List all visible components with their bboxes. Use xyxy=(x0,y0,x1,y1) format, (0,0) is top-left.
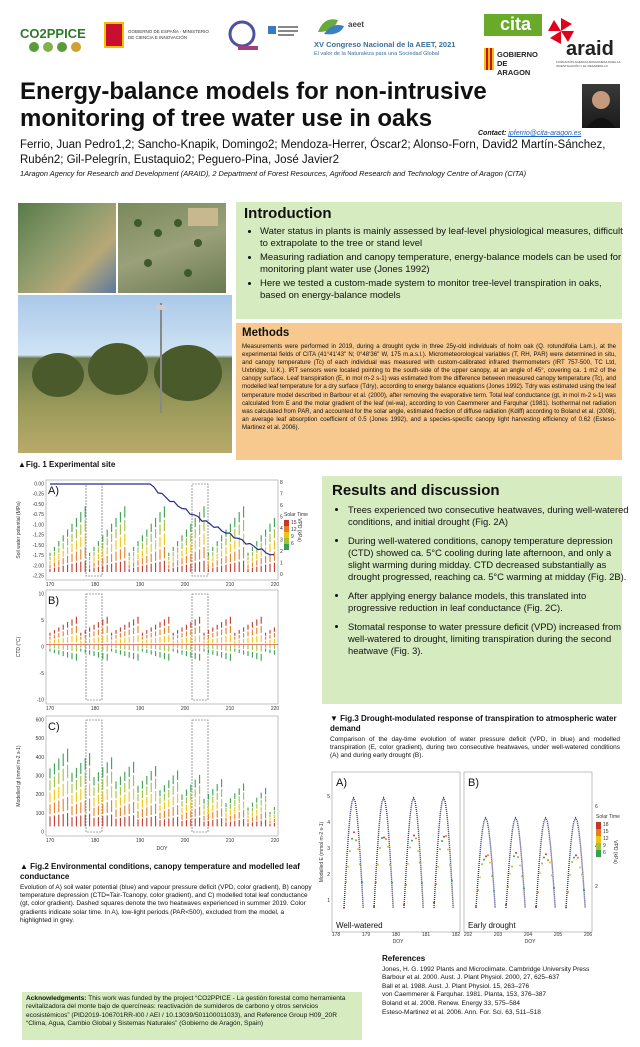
fig3-legend-swatch xyxy=(596,836,601,843)
results-panel xyxy=(322,476,629,704)
aerial-photo-site xyxy=(118,203,226,293)
fig2-x-tick: 190 xyxy=(135,582,145,588)
acknowledgments-text: This work was funded by the project “CO2PPICE - La gestión forestal como herramienta revitalizadora del monte bajo de quercíneas: reactivación de sumideros de carbono y otros servicios ecosistémicos” (PID2019-106701RR-I00 / AEI / 10.13039/501100011033), and Reference Group H09_20R “Clima, Agua, Cambio Global y Sistemas Naturales” (Gobierno de Aragón, Spain) xyxy=(26,995,346,1028)
fig3-point xyxy=(449,864,451,866)
introduction-bullet: • Water status in plants is mainly assessed by leaf-level physiological measures, difficult to extrapolate to the tree or stand level xyxy=(260,226,624,250)
fig3-x-tick: 180 xyxy=(391,932,401,938)
fig3-point xyxy=(407,863,409,865)
fig3-point xyxy=(355,839,357,841)
fig3-point xyxy=(483,859,485,861)
fig3-x-tick: 202 xyxy=(463,932,473,938)
methods-panel xyxy=(236,323,622,460)
fig3-point xyxy=(345,881,347,883)
fig3-point xyxy=(565,906,567,908)
fig3-point xyxy=(547,859,549,861)
fig2-y2-tick: 6 xyxy=(280,503,283,509)
introduction-bullet: • Measuring radiation and canopy temperature, energy-balance models can be used for monitoring plant water use (Jones 1992) xyxy=(260,252,624,276)
fig3-legend-swatch xyxy=(596,850,601,857)
fig2-x-tick: 220 xyxy=(270,582,280,588)
fig3-point xyxy=(439,848,441,850)
fig3-point xyxy=(481,863,483,865)
fig3-point xyxy=(343,907,345,909)
araid-logo xyxy=(544,18,630,70)
reference-item: Barbour et al. 2000. Aust. J. Plant Physiol. 2000, 27, 625–637 xyxy=(382,974,560,982)
fig3-point xyxy=(413,835,415,837)
fig3-panel-b-label: B) xyxy=(468,777,479,789)
fig2-y2-tick: 4 xyxy=(280,526,283,532)
fig2-caption-title: ▲ Fig.2 Environmental conditions, canopy temperature and modelled leaf conductance xyxy=(20,862,300,881)
fig2-x-tick: 210 xyxy=(225,582,235,588)
fig2-x-tick: 220 xyxy=(270,838,280,844)
cita-logo-text: cita xyxy=(500,14,532,34)
fig3-point xyxy=(485,855,487,857)
fig2-chart xyxy=(12,472,312,854)
fig2-y-tick: -1.25 xyxy=(32,532,44,539)
fig3-point xyxy=(535,906,537,908)
fig3-xlabel-b: DOY xyxy=(524,939,536,944)
fig3-point xyxy=(357,848,359,850)
fig2-legend-swatch xyxy=(284,538,289,544)
fig3-legend-tick: 12 xyxy=(603,836,609,842)
fig2-y-tick: 0 xyxy=(41,644,44,651)
fig3-point xyxy=(375,881,377,883)
ministerio-logo xyxy=(104,18,219,52)
fig2-x-tick: 200 xyxy=(180,582,190,588)
fig3-point xyxy=(361,881,363,883)
reference-item: Esteso-Martinez et al. 2006. Ann. For. Sci. 63, 511–518 xyxy=(382,1008,541,1016)
fig2-y-tick: 10 xyxy=(38,591,44,598)
fig3-xlabel-a: DOY xyxy=(392,939,404,944)
results-bullet: • Stomatal response to water pressure deficit (VPD) increased from well-watered to drought, limiting transpiration during the second heatwave (Fig. 3). xyxy=(348,621,630,657)
fig3-point xyxy=(385,838,387,840)
fig3b-plot-area xyxy=(464,772,592,932)
fig2-panel-c-label: C) xyxy=(48,721,60,733)
fig3-point xyxy=(417,850,419,852)
fig3-point xyxy=(419,862,421,864)
fig3-point xyxy=(349,850,351,852)
fig2-y2-tick: 8 xyxy=(280,480,283,486)
fig1-caption: ▲Fig. 1 Experimental site xyxy=(18,460,116,469)
fig3-x-tick: 203 xyxy=(493,932,503,938)
fig3-point xyxy=(447,849,449,851)
methods-heading: Methods xyxy=(242,327,290,339)
aeet-congress-title: XV Congreso Nacional de la AEET, 2021 xyxy=(314,40,456,49)
fig3-caption xyxy=(330,714,620,761)
fig2-ylabel-a: Soil water potential (MPa) xyxy=(16,501,22,559)
fig2-ylabel-c: Modelled gt (mmol m-2 s-1) xyxy=(16,745,22,807)
fig2-y-tick: -0.75 xyxy=(32,512,44,519)
contact-email-link[interactable]: jpferrio@cita-aragon.es xyxy=(508,130,582,137)
fig2-ylabel-b: CTD (°C) xyxy=(16,636,22,658)
fig3-point xyxy=(433,902,435,904)
fig3-point xyxy=(579,867,581,869)
fig2-x-tick: 210 xyxy=(225,838,235,844)
fig2-legend-title: Solar Time xyxy=(284,512,308,518)
fig2-x-tick: 190 xyxy=(135,838,145,844)
author-photo xyxy=(582,84,620,128)
fig3-point xyxy=(521,875,523,877)
fig3-legend-title: Solar Time xyxy=(596,814,620,820)
fig3-point xyxy=(581,874,583,876)
fig3-point xyxy=(391,882,393,884)
fig2-x-tick: 200 xyxy=(180,838,190,844)
araid-logo-text: araid xyxy=(566,38,614,60)
fig2-legend-swatch xyxy=(284,526,289,532)
introduction-heading: Introduction xyxy=(244,205,332,222)
affiliations: 1Aragon Agency for Research and Development (ARAID), 2 Department of Forest Resources, Agrifood Research and Technology Centre of Aragon (CITA) xyxy=(20,169,527,178)
fig2-caption xyxy=(20,862,316,925)
aeet-congress-subtitle: El valor de la Naturaleza para una Sociedad Global xyxy=(314,51,440,57)
fig2-x-tick: 170 xyxy=(45,838,55,844)
fig3-point xyxy=(489,862,491,864)
fig3-point xyxy=(551,874,553,876)
fig3-point xyxy=(519,864,521,866)
fig2-y-tick: 100 xyxy=(35,810,44,817)
fig3-point xyxy=(573,857,575,859)
fig3-legend-tick: 15 xyxy=(603,829,609,835)
fig3-point xyxy=(347,866,349,868)
fig3-point xyxy=(477,889,479,891)
fig2-legend-tick: 6 xyxy=(291,541,294,547)
references-section xyxy=(382,955,622,1017)
acknowledgments-label: Acknowledgments: xyxy=(26,995,87,1002)
fig3-point xyxy=(515,852,517,854)
fig3-point xyxy=(383,836,385,838)
fig2-y-tick: 600 xyxy=(35,717,44,724)
fig3-x-tick: 181 xyxy=(421,932,431,938)
fig3-point xyxy=(571,861,573,863)
fig3-ylabel: Modelled E (mmol m-2 s-1) xyxy=(319,821,325,883)
results-bullet: • Trees experienced two consecutive heatwaves, during well-watered conditions, and initial drought (Fig. 2A) xyxy=(348,504,630,528)
fig2-y-tick: -0.50 xyxy=(32,501,44,508)
fig2-y-tick: 400 xyxy=(35,754,44,761)
fig3-point xyxy=(353,831,355,833)
fig2-xlabel: DOY xyxy=(156,846,168,852)
fig3-point xyxy=(359,863,361,865)
author-list: Ferrio, Juan Pedro1,2; Sancho-Knapik, Domingo2; Mendoza-Herrer, Óscar2; Alonso-Forn, David2 Martín-Sánchez, Rubén2; Gil-Pelegrín, Eustaquio2; Peguero-Pina, José Javier2 xyxy=(20,139,606,166)
fig3-legend-swatch xyxy=(596,843,601,850)
introduction-bullet: • Here we tested a custom-made system to monitor tree-level transpiration in oaks, based on energy-balance models xyxy=(260,278,624,302)
clima-logo xyxy=(266,22,302,50)
fig2-y2-tick: 5 xyxy=(280,514,283,521)
fig2-y2-tick: 2 xyxy=(280,549,283,555)
fig2-legend-tick: 12 xyxy=(291,527,297,533)
results-list xyxy=(334,504,630,659)
fig2-caption-text: Evolution of A) soil water potential (blue) and vapour pressure deficit (VPD, color gradient), B) canopy temperature depression (CTD=Tair-Tcanopy, color gradient), and C) modelled total leaf conductance (gt, color gradient). Dashed squares denote the two heatwaves experienced in summer 2019. Color gradients indicate solar time. In A), low-light periods (PAR<500), excluded from the model, a highlighted in grey. xyxy=(20,884,312,924)
poster-title: Energy-balance models for non-intrusive monitoring of tree water use in oaks xyxy=(20,78,487,132)
acknowledgments-panel xyxy=(22,992,362,1040)
fig3-ylabel2: VPD (kPa) xyxy=(612,840,618,864)
fig2-x-tick: 220 xyxy=(270,706,280,712)
fig3-point xyxy=(411,840,413,842)
results-bullet: • After applying energy balance models, this translated into progressive reduction in leaf conductance (Fig. 2C). xyxy=(348,590,630,614)
fig2-y2-tick: 1 xyxy=(280,560,283,567)
fig3-x-tick: 179 xyxy=(361,932,371,938)
reference-item: von Caemmerer & Farquhar. 1981. Planta, 153, 376–387 xyxy=(382,991,547,999)
fig2-legend-swatch xyxy=(284,544,289,550)
fig3-point xyxy=(437,866,439,868)
fig3-y-tick: 2 xyxy=(327,872,330,878)
fig3-point xyxy=(583,889,585,891)
ministerio-logo-text: GOBIERNO DE ESPAÑA · MINISTERIO DE CIENCIA E INNOVACIÓN xyxy=(128,29,209,40)
fig2-x-tick: 180 xyxy=(90,706,100,712)
fig3-point xyxy=(421,882,423,884)
coppice-logo xyxy=(18,14,96,54)
fig3-y-tick: 4 xyxy=(327,820,330,826)
fig2-y-tick: -5 xyxy=(39,671,44,677)
introduction-panel xyxy=(236,202,622,319)
fig3-point xyxy=(379,847,381,849)
fig2-y-tick: 300 xyxy=(35,773,44,780)
fig3-point xyxy=(523,888,525,890)
fig3-point xyxy=(387,846,389,848)
aeet-small-label: aeet xyxy=(348,20,365,29)
fig3-legend-swatch xyxy=(596,829,601,836)
fig3-point xyxy=(537,891,539,893)
fig2-x-tick: 180 xyxy=(90,582,100,588)
fig3-x-tick: 182 xyxy=(451,932,461,938)
reference-item: Ball et al. 1988. Aust. J. Plant Physiol. 15, 263–276 xyxy=(382,982,530,990)
fig3-point xyxy=(479,876,481,878)
fig3-point xyxy=(541,862,543,864)
fig2-y-tick: 0.00 xyxy=(34,481,44,488)
fig2-x-tick: 200 xyxy=(180,706,190,712)
fig2-y2-tick: 3 xyxy=(280,537,283,544)
fig2-legend-tick: 9 xyxy=(291,534,294,540)
fig3-point xyxy=(517,856,519,858)
fig3-caption-text: Comparison of the day-time evolution of water pressure deficit (VPD, in blue) and modelled transpiration (E, color gradient), during two consecutive heatwaves, under well-watered conditions (A) and during early drought (B). xyxy=(330,736,620,760)
spain-crest-icon xyxy=(104,22,124,48)
fig3-caption-title: ▼ Fig.3 Drought-modulated response of transpiration to atmospheric water demand xyxy=(330,714,617,733)
fig2-x-tick: 180 xyxy=(90,838,100,844)
fig3-point xyxy=(475,905,477,907)
fig3-point xyxy=(451,880,453,882)
fig2-y-tick: -0.25 xyxy=(32,491,44,498)
fig2-x-tick: 170 xyxy=(45,706,55,712)
fig3-point xyxy=(487,854,489,856)
fig3-y2-tick: 6 xyxy=(595,804,598,810)
agencia-logo xyxy=(228,20,262,52)
fig2-y-tick: -2.00 xyxy=(32,563,44,570)
methods-text: Measurements were performed in 2019, during a drought cycle in three 25y-old individuals of holm oak (Q. rotundifolia Lam.), at the experimental fields of CITA (41°41'43" N; 0°48'36" W, 175 m.a.s.l.). Micrometeorological variables (T, RH, PAR) were determined in situ, and canopy temperature (Tc) of each individual was measured with custom-calibrated infrared thermometers (IRT 757-500, TC Ltd, Uxbridge, U.K.). IRT sensors were located pointing to the south-side of the upper canopy, at an angle of 45°, covering ca. 1 m2 of the canopy surface. Leaf transpiration (E, in mol m-2 s-1) was estimated from the difference between measured canopy temperature (Tc), and modelled leaf temperature for a dry surface (Tdry), according to energy balance equations (Jones 1992). Tdry was estimated using the leaf temperature model described in Barbour et al. (2000), after removing the evaporative term. Total leaf conductance (gt, in mol m-2 s-1) was calculated from E and the molar gradient of the leaf (wi-wa), according to von Caemmerer and Farquhar (1981). Isothermal net radiation was calculated from PAR, and accounted for the solar angle, estimated fraction of diffuse radiation (Kdiff) according to Boland et al. (2008), an average leaf absorption coefficient of 0.5 (Jones 1992), and a species-specific canopy light harvesting efficiency of 0.62 (Esteso-Martinez et al. 2006). xyxy=(242,343,616,431)
fig3-y-tick: 1 xyxy=(327,898,330,904)
fig3-point xyxy=(553,887,555,889)
fig3-point xyxy=(373,906,375,908)
fig2-y-tick: 0 xyxy=(41,829,44,836)
fig3-x-tick: 206 xyxy=(583,932,593,938)
fig3-legend-tick: 18 xyxy=(603,822,609,828)
fig2-y-tick: -1.75 xyxy=(32,553,44,560)
results-heading: Results and discussion xyxy=(332,482,500,499)
fig3-point xyxy=(351,838,353,840)
fig2-y-tick: -10 xyxy=(36,697,44,704)
fig3-point xyxy=(539,872,541,874)
fig3-x-tick: 178 xyxy=(331,932,341,938)
fig3-point xyxy=(409,847,411,849)
araid-logo-subtitle: FUNDACIÓN AGENCIA ARAGONESA PARA LA INVESTIGACIÓN Y EL DESARROLLO xyxy=(556,60,621,68)
references-heading: References xyxy=(382,954,426,963)
fig3-chart xyxy=(318,768,626,944)
fig3-point xyxy=(545,853,547,855)
fig3-point xyxy=(509,873,511,875)
aragon-crest-icon xyxy=(484,48,494,70)
fig3-point xyxy=(575,854,577,856)
fig2-legend-swatch xyxy=(284,520,289,526)
fig2-legend-tick: 15 xyxy=(291,520,297,526)
fig3-point xyxy=(505,904,507,906)
reference-item: Jones, H. G. 1992 Plants and Microclimate. Cambridge University Press xyxy=(382,965,590,973)
fig2-x-tick: 210 xyxy=(225,706,235,712)
fig3-point xyxy=(549,862,551,864)
fig2-ylabel-a2: VPD (kPa) xyxy=(296,518,302,542)
fig3-point xyxy=(405,884,407,886)
fig3-panel-a-label: A) xyxy=(336,777,347,789)
fig3-point xyxy=(381,837,383,839)
fig3-point xyxy=(543,856,545,858)
fig3-point xyxy=(511,866,513,868)
map-photo-spain xyxy=(18,203,116,293)
fig3-legend-swatch xyxy=(596,822,601,829)
fig2-y-tick: 500 xyxy=(35,736,44,743)
fig3-point xyxy=(493,890,495,892)
reference-item: Boland et al. 2008. Renew. Energy 33, 575–584 xyxy=(382,999,521,1007)
field-photo-oaks xyxy=(18,295,232,453)
fig3-label-early-drought: Early drought xyxy=(468,921,516,930)
fig3-point xyxy=(403,904,405,906)
fig2-y-tick: -1.50 xyxy=(32,542,44,549)
fig3-point xyxy=(377,864,379,866)
fig3-y-tick: 3 xyxy=(327,846,330,852)
aeet-logo xyxy=(314,14,474,60)
fig2-legend-swatch xyxy=(284,532,289,538)
fig3-x-tick: 205 xyxy=(553,932,563,938)
fig3-point xyxy=(507,886,509,888)
fig2-panel-b-label: B) xyxy=(48,595,59,607)
fig3-y2-tick: 2 xyxy=(595,884,598,890)
fig2-y-tick: 5 xyxy=(41,618,44,624)
fig3-point xyxy=(443,836,445,838)
fig2-x-tick: 170 xyxy=(45,582,55,588)
fig2-y-tick: -2.25 xyxy=(32,573,44,580)
fig3a-plot-area xyxy=(332,772,460,932)
fig2-y-tick: 200 xyxy=(35,792,44,799)
fig3-legend-tick: 6 xyxy=(603,850,606,856)
fig3-point xyxy=(491,875,493,877)
introduction-list xyxy=(246,226,624,304)
fig3-point xyxy=(567,891,569,893)
contact-label: Contact: xyxy=(478,130,507,137)
coppice-logo-text: CO2PPICE xyxy=(20,26,86,41)
fig2-panel-a-label: A) xyxy=(48,485,59,497)
fig2-y2-tick: 7 xyxy=(280,491,283,498)
fig3-point xyxy=(389,864,391,866)
fig3-point xyxy=(435,883,437,885)
fig2-y2-tick: 0 xyxy=(280,572,283,578)
fig3-point xyxy=(513,855,515,857)
fig2-y-tick: -1.00 xyxy=(32,522,44,529)
fig3-x-tick: 204 xyxy=(523,932,533,938)
gobierno-aragon-logo xyxy=(484,48,540,77)
cita-logo xyxy=(484,14,542,48)
contact-line xyxy=(478,130,581,137)
fig3-point xyxy=(441,840,443,842)
fig3-point xyxy=(415,837,417,839)
fig3-point xyxy=(577,857,579,859)
fig2-x-tick: 190 xyxy=(135,706,145,712)
fig3-point xyxy=(569,874,571,876)
gobierno-aragon-text: GOBIERNO DE ARAGON xyxy=(497,50,538,77)
fig3-label-well-watered: Well-watered xyxy=(336,921,383,930)
fig3-legend-tick: 9 xyxy=(603,843,606,849)
results-bullet: • During well-watered conditions, canopy temperature depression (CTD) showed ca. 5°C cooling during late afternoon, and only a slight warming during midday. CTD decreased substantially as drought progressed, reaching ca. 5°C warming at midday (Fig. 2B). xyxy=(348,535,630,583)
fig3-y-tick: 5 xyxy=(327,794,330,800)
fig3-point xyxy=(445,835,447,837)
coppice-logo-graphic xyxy=(18,14,96,54)
